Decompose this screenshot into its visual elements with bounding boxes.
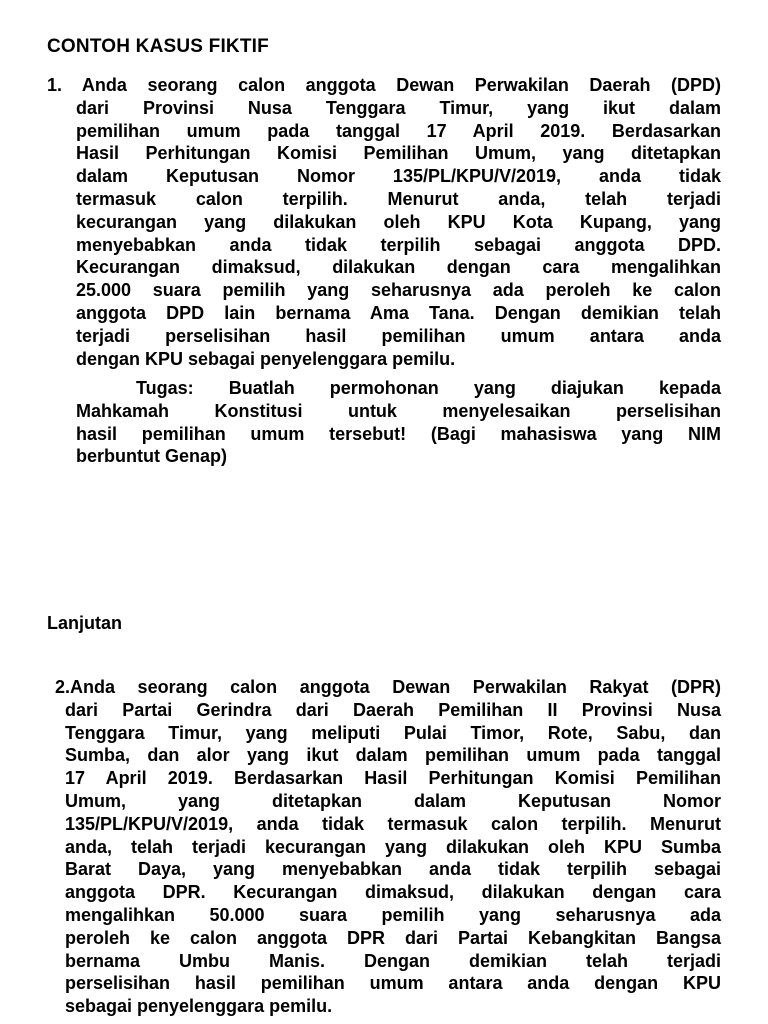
paragraph-line: terjadi perselisihan hasil pemilihan umum antara anda	[76, 325, 721, 346]
paragraph-line: 1. Anda seorang calon anggota Dewan Perwakilan Daerah (DPD)	[47, 75, 721, 95]
paragraph-line: dari Provinsi Nusa Tenggara Timur, yang ikut dalam	[76, 97, 721, 118]
paragraph-line: 17 April 2019. Berdasarkan Hasil Perhitungan Komisi Pemilihan	[65, 768, 721, 789]
paragraph-line: bernama Umbu Manis. Dengan demikian telah terjadi	[65, 950, 721, 971]
continuation-heading: Lanjutan	[47, 613, 122, 633]
task-line: berbuntut Genap)	[76, 446, 227, 467]
paragraph-line: Barat Daya, yang menyebabkan anda tidak terpilih sebagai	[65, 859, 721, 880]
task-line: Tugas: Buatlah permohonan yang diajukan kepada	[136, 378, 721, 398]
paragraph-line: dari Partai Gerindra dari Daerah Pemilihan II Provinsi Nusa	[65, 699, 721, 720]
paragraph-line: 2.Anda seorang calon anggota Dewan Perwakilan Rakyat (DPR)	[55, 677, 721, 697]
paragraph-line: anggota DPD lain bernama Ama Tana. Dengan demikian telah	[76, 302, 721, 323]
paragraph-line: peroleh ke calon anggota DPR dari Partai Kebangkitan Bangsa	[65, 927, 721, 948]
case-2-paragraph	[55, 676, 721, 1018]
document-title: CONTOH KASUS FIKTIF	[47, 36, 269, 57]
paragraph-line: kecurangan yang dilakukan oleh KPU Kota Kupang, yang	[76, 211, 721, 232]
paragraph-line: anda, telah terjadi kecurangan yang dilakukan oleh KPU Sumba	[65, 836, 721, 857]
paragraph-line: perselisihan hasil pemilihan umum antara anda dengan KPU	[65, 973, 721, 994]
paragraph-line: sebagai penyelenggara pemilu.	[65, 996, 333, 1017]
case-1-task-paragraph	[76, 377, 721, 468]
task-line: hasil pemilihan umum tersebut! (Bagi mahasiswa yang NIM	[76, 423, 721, 444]
case-1-paragraph	[47, 74, 721, 370]
paragraph-line: dengan KPU sebagai penyelenggara pemilu.	[76, 348, 456, 369]
paragraph-line: menyebabkan anda tidak terpilih sebagai anggota DPD.	[76, 234, 721, 255]
paragraph-line: Hasil Perhitungan Komisi Pemilihan Umum, yang ditetapkan	[76, 143, 721, 164]
paragraph-line: 25.000 suara pemilih yang seharusnya ada peroleh ke calon	[76, 280, 721, 301]
paragraph-line: Sumba, dan alor yang ikut dalam pemilihan umum pada tanggal	[65, 745, 721, 766]
paragraph-line: anggota DPR. Kecurangan dimaksud, dilakukan dengan cara	[65, 882, 721, 903]
paragraph-line: dalam Keputusan Nomor 135/PL/KPU/V/2019, anda tidak	[76, 166, 721, 187]
task-line: Mahkamah Konstitusi untuk menyelesaikan perselisihan	[76, 400, 721, 421]
paragraph-line: 135/PL/KPU/V/2019, anda tidak termasuk calon terpilih. Menurut	[65, 813, 721, 834]
paragraph-line: Umum, yang ditetapkan dalam Keputusan Nomor	[65, 790, 721, 811]
paragraph-line: pemilihan umum pada tanggal 17 April 2019. Berdasarkan	[76, 120, 721, 141]
paragraph-line: mengalihkan 50.000 suara pemilih yang seharusnya ada	[65, 904, 721, 925]
paragraph-line: Tenggara Timur, yang meliputi Pulai Timor, Rote, Sabu, dan	[65, 722, 721, 743]
paragraph-line: Kecurangan dimaksud, dilakukan dengan cara mengalihkan	[76, 257, 721, 278]
paragraph-line: termasuk calon terpilih. Menurut anda, telah terjadi	[76, 188, 721, 209]
